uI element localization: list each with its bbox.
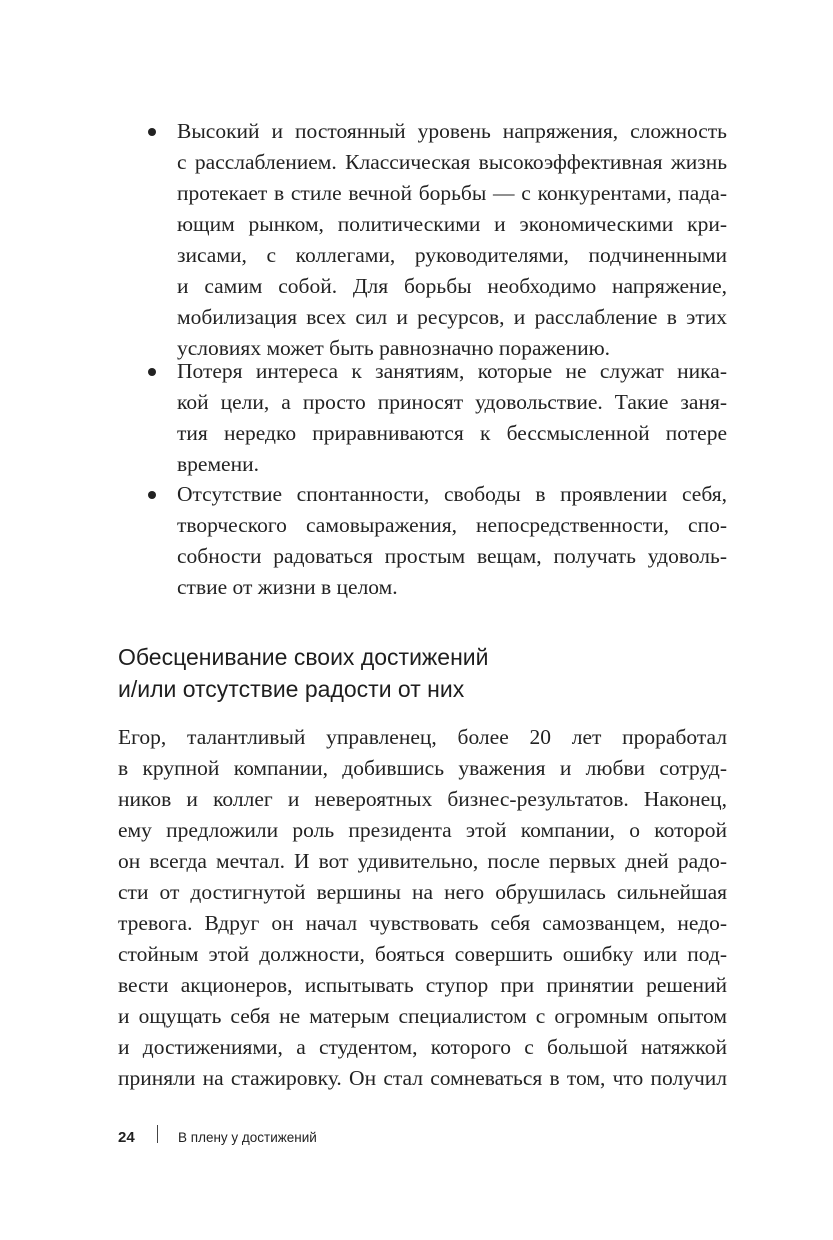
paragraph-line: вести акционеров, испытывать ступор при принятии решений xyxy=(118,973,727,997)
paragraph-line: и ощущать себя не матерым специалистом с огромным опытом xyxy=(118,1004,727,1028)
list-item-line: Отсутствие спонтанности, свободы в проявлении себя, xyxy=(177,482,727,506)
list-item-line: собности радоваться простым вещам, получать удоволь- xyxy=(177,544,727,568)
list-item-line: кой цели, а просто приносят удовольствие. Такие заня- xyxy=(177,390,727,414)
bullet-icon xyxy=(148,491,156,499)
paragraph-line: ников и коллег и невероятных бизнес-результатов. Наконец, xyxy=(118,787,727,811)
list-item-line: ствие от жизни в целом. xyxy=(177,575,398,599)
list-item-line: тия нередко приравниваются к бессмысленной потере xyxy=(177,421,727,445)
paragraph-line: он всегда мечтал. И вот удивительно, после первых дней радо- xyxy=(118,849,727,873)
footer-divider xyxy=(157,1125,158,1143)
running-title: В плену у достижений xyxy=(178,1130,317,1145)
paragraph-line: приняли на стажировку. Он стал сомневаться в том, что получил xyxy=(118,1066,727,1090)
paragraph-line: в крупной компании, добившись уважения и любви сотруд- xyxy=(118,756,727,780)
paragraph-line: сти от достигнутой вершины на него обрушилась сильнейшая xyxy=(118,880,727,904)
bullet-icon xyxy=(148,128,156,136)
list-item-line: Высокий и постоянный уровень напряжения, сложность xyxy=(177,119,727,143)
paragraph-line: тревога. Вдруг он начал чувствовать себя самозванцем, недо- xyxy=(118,911,727,935)
section-heading-line: Обесценивание своих достижений xyxy=(118,644,489,670)
page-number: 24 xyxy=(118,1129,135,1146)
paragraph-line: стойным этой должности, бояться совершить ошибку или под- xyxy=(118,942,727,966)
section-heading-line: и/или отсутствие радости от них xyxy=(118,676,465,702)
bullet-icon xyxy=(148,368,156,376)
list-item-line: протекает в стиле вечной борьбы — с конкурентами, пада- xyxy=(177,181,727,205)
paragraph-line: ему предложили роль президента этой компании, о которой xyxy=(118,818,727,842)
list-item-line: Потеря интереса к занятиям, которые не служат ника- xyxy=(177,359,727,383)
list-item-line: мобилизация всех сил и ресурсов, и расслабление в этих xyxy=(177,305,727,329)
paragraph-line: и достижениями, а студентом, которого с большой натяжкой xyxy=(118,1035,727,1059)
list-item-line: времени. xyxy=(177,452,259,476)
list-item-line: зисами, с коллегами, руководителями, подчиненными xyxy=(177,243,727,267)
list-item-line: и самим собой. Для борьбы необходимо напряжение, xyxy=(177,274,727,298)
list-item-line: творческого самовыражения, непосредственности, спо- xyxy=(177,513,727,537)
paragraph-line: Егор, талантливый управленец, более 20 лет проработал xyxy=(118,725,727,749)
list-item-line: с расслаблением. Классическая высокоэффективная жизнь xyxy=(177,150,727,174)
list-item-line: условиях может быть равнозначно поражению. xyxy=(177,336,611,360)
list-item-line: ющим рынком, политическими и экономическими кри- xyxy=(177,212,727,236)
